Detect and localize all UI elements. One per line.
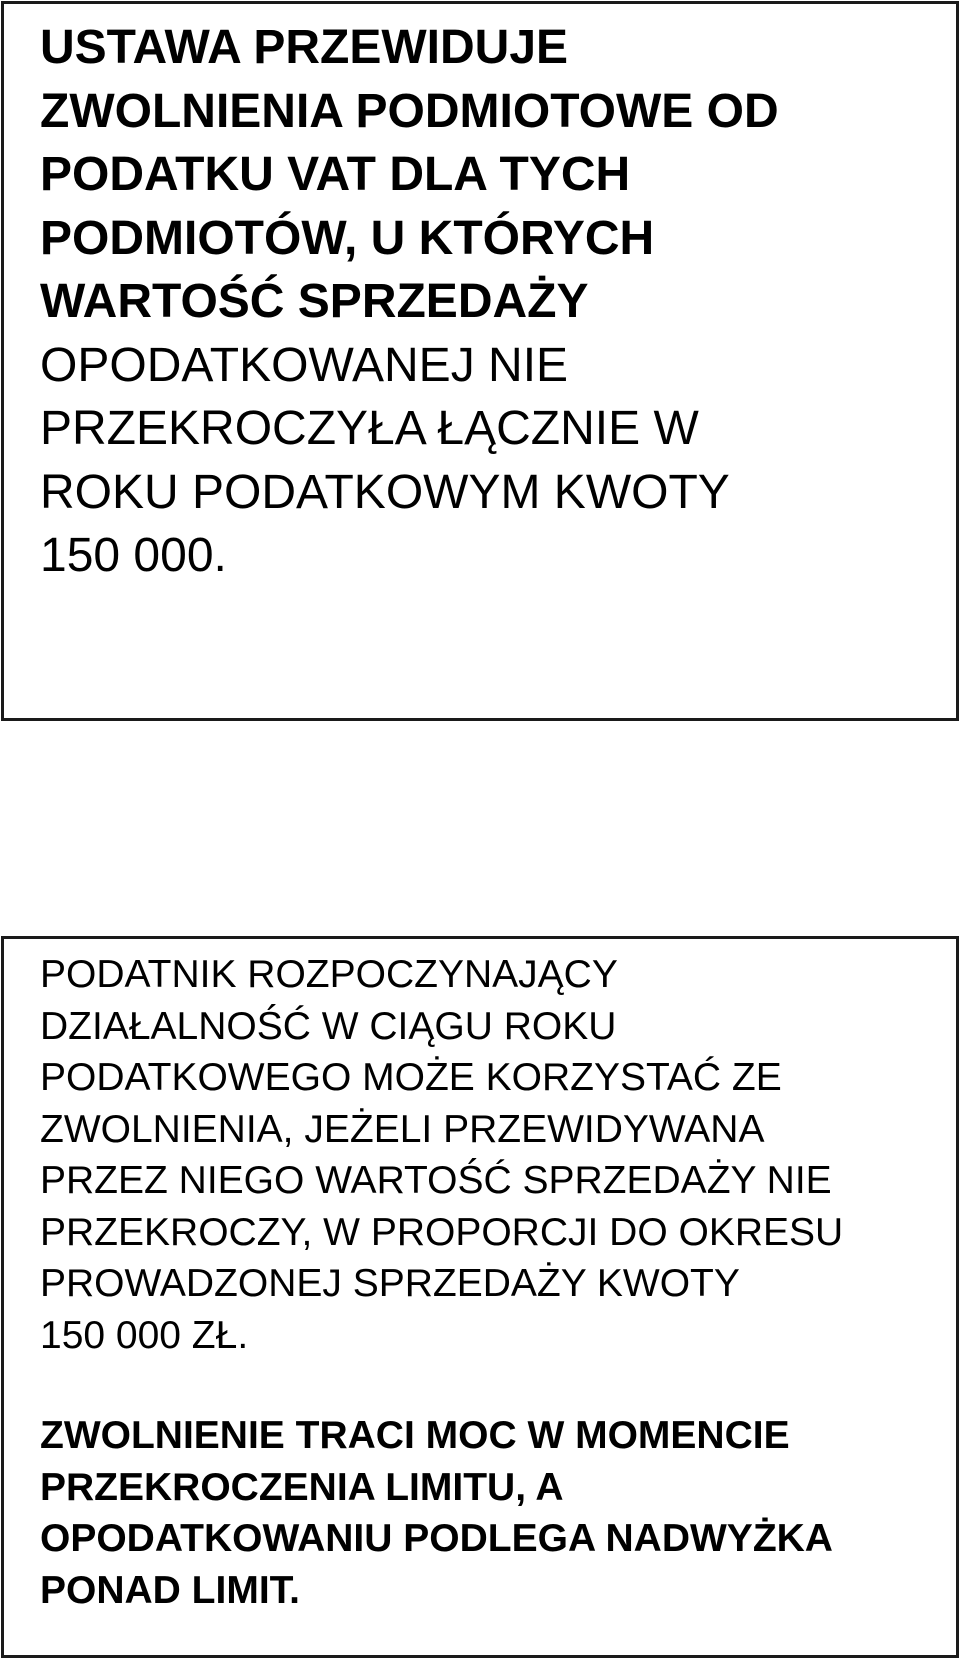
slide-2-paragraph-2 [40, 1410, 936, 1616]
slide-2-p2-line-4: PONAD LIMIT. [40, 1568, 300, 1612]
slide-2-p1-line-1: PODATNIK ROZPOCZYNAJĄCY [40, 953, 618, 996]
slide-1-line-5: WARTOŚĆ SPRZEDAŻY [40, 275, 589, 328]
slide-2-p2-line-2: PRZEKROCZENIA LIMITU, A [40, 1465, 564, 1509]
slide-2-paragraph-1 [40, 949, 936, 1361]
slide-2-p2-line-1: ZWOLNIENIE TRACI MOC W MOMENCIE [40, 1414, 790, 1457]
slide-2-p1-line-3: PODATKOWEGO MOŻE KORZYSTAĆ ZE [40, 1056, 782, 1099]
slide-2-p1-line-2: DZIAŁALNOŚĆ W CIĄGU ROKU [40, 1004, 617, 1048]
slide-2-p1-line-4: ZWOLNIENIA, JEŻELI PRZEWIDYWANA [40, 1107, 765, 1151]
slide-1-line-8: ROKU PODATKOWYM KWOTY [40, 465, 730, 519]
slide-1-line-7: PRZEKROCZYŁA ŁĄCZNIE W [40, 402, 699, 455]
slide-2-p2-line-3: OPODATKOWANIU PODLEGA NADWYŻKA [40, 1517, 833, 1560]
slide-2-p1-line-8: 150 000 ZŁ. [40, 1313, 249, 1357]
slide-1-frame [1, 1, 959, 721]
slide-1-line-2: ZWOLNIENIA PODMIOTOWE OD [40, 84, 779, 138]
slide-2-p1-line-5: PRZEZ NIEGO WARTOŚĆ SPRZEDAŻY NIE [40, 1159, 832, 1202]
slide-1-line-6: OPODATKOWANEJ NIE [40, 338, 569, 392]
slide-1-text [40, 16, 936, 588]
slide-1-line-4: PODMIOTÓW, U KTÓRYCH [40, 211, 655, 265]
slide-2-p1-line-6: PRZEKROCZY, W PROPORCJI DO OKRESU [40, 1210, 844, 1254]
slide-1-line-9: 150 000. [40, 529, 227, 582]
slide-1-line-3: PODATKU VAT DLA TYCH [40, 148, 631, 201]
slide-1-line-1: USTAWA PRZEWIDUJE [40, 21, 569, 74]
paragraph-spacer [40, 1361, 936, 1410]
slide-2-frame [1, 936, 959, 1658]
slide-2-p1-line-7: PROWADZONEJ SPRZEDAŻY KWOTY [40, 1262, 740, 1305]
